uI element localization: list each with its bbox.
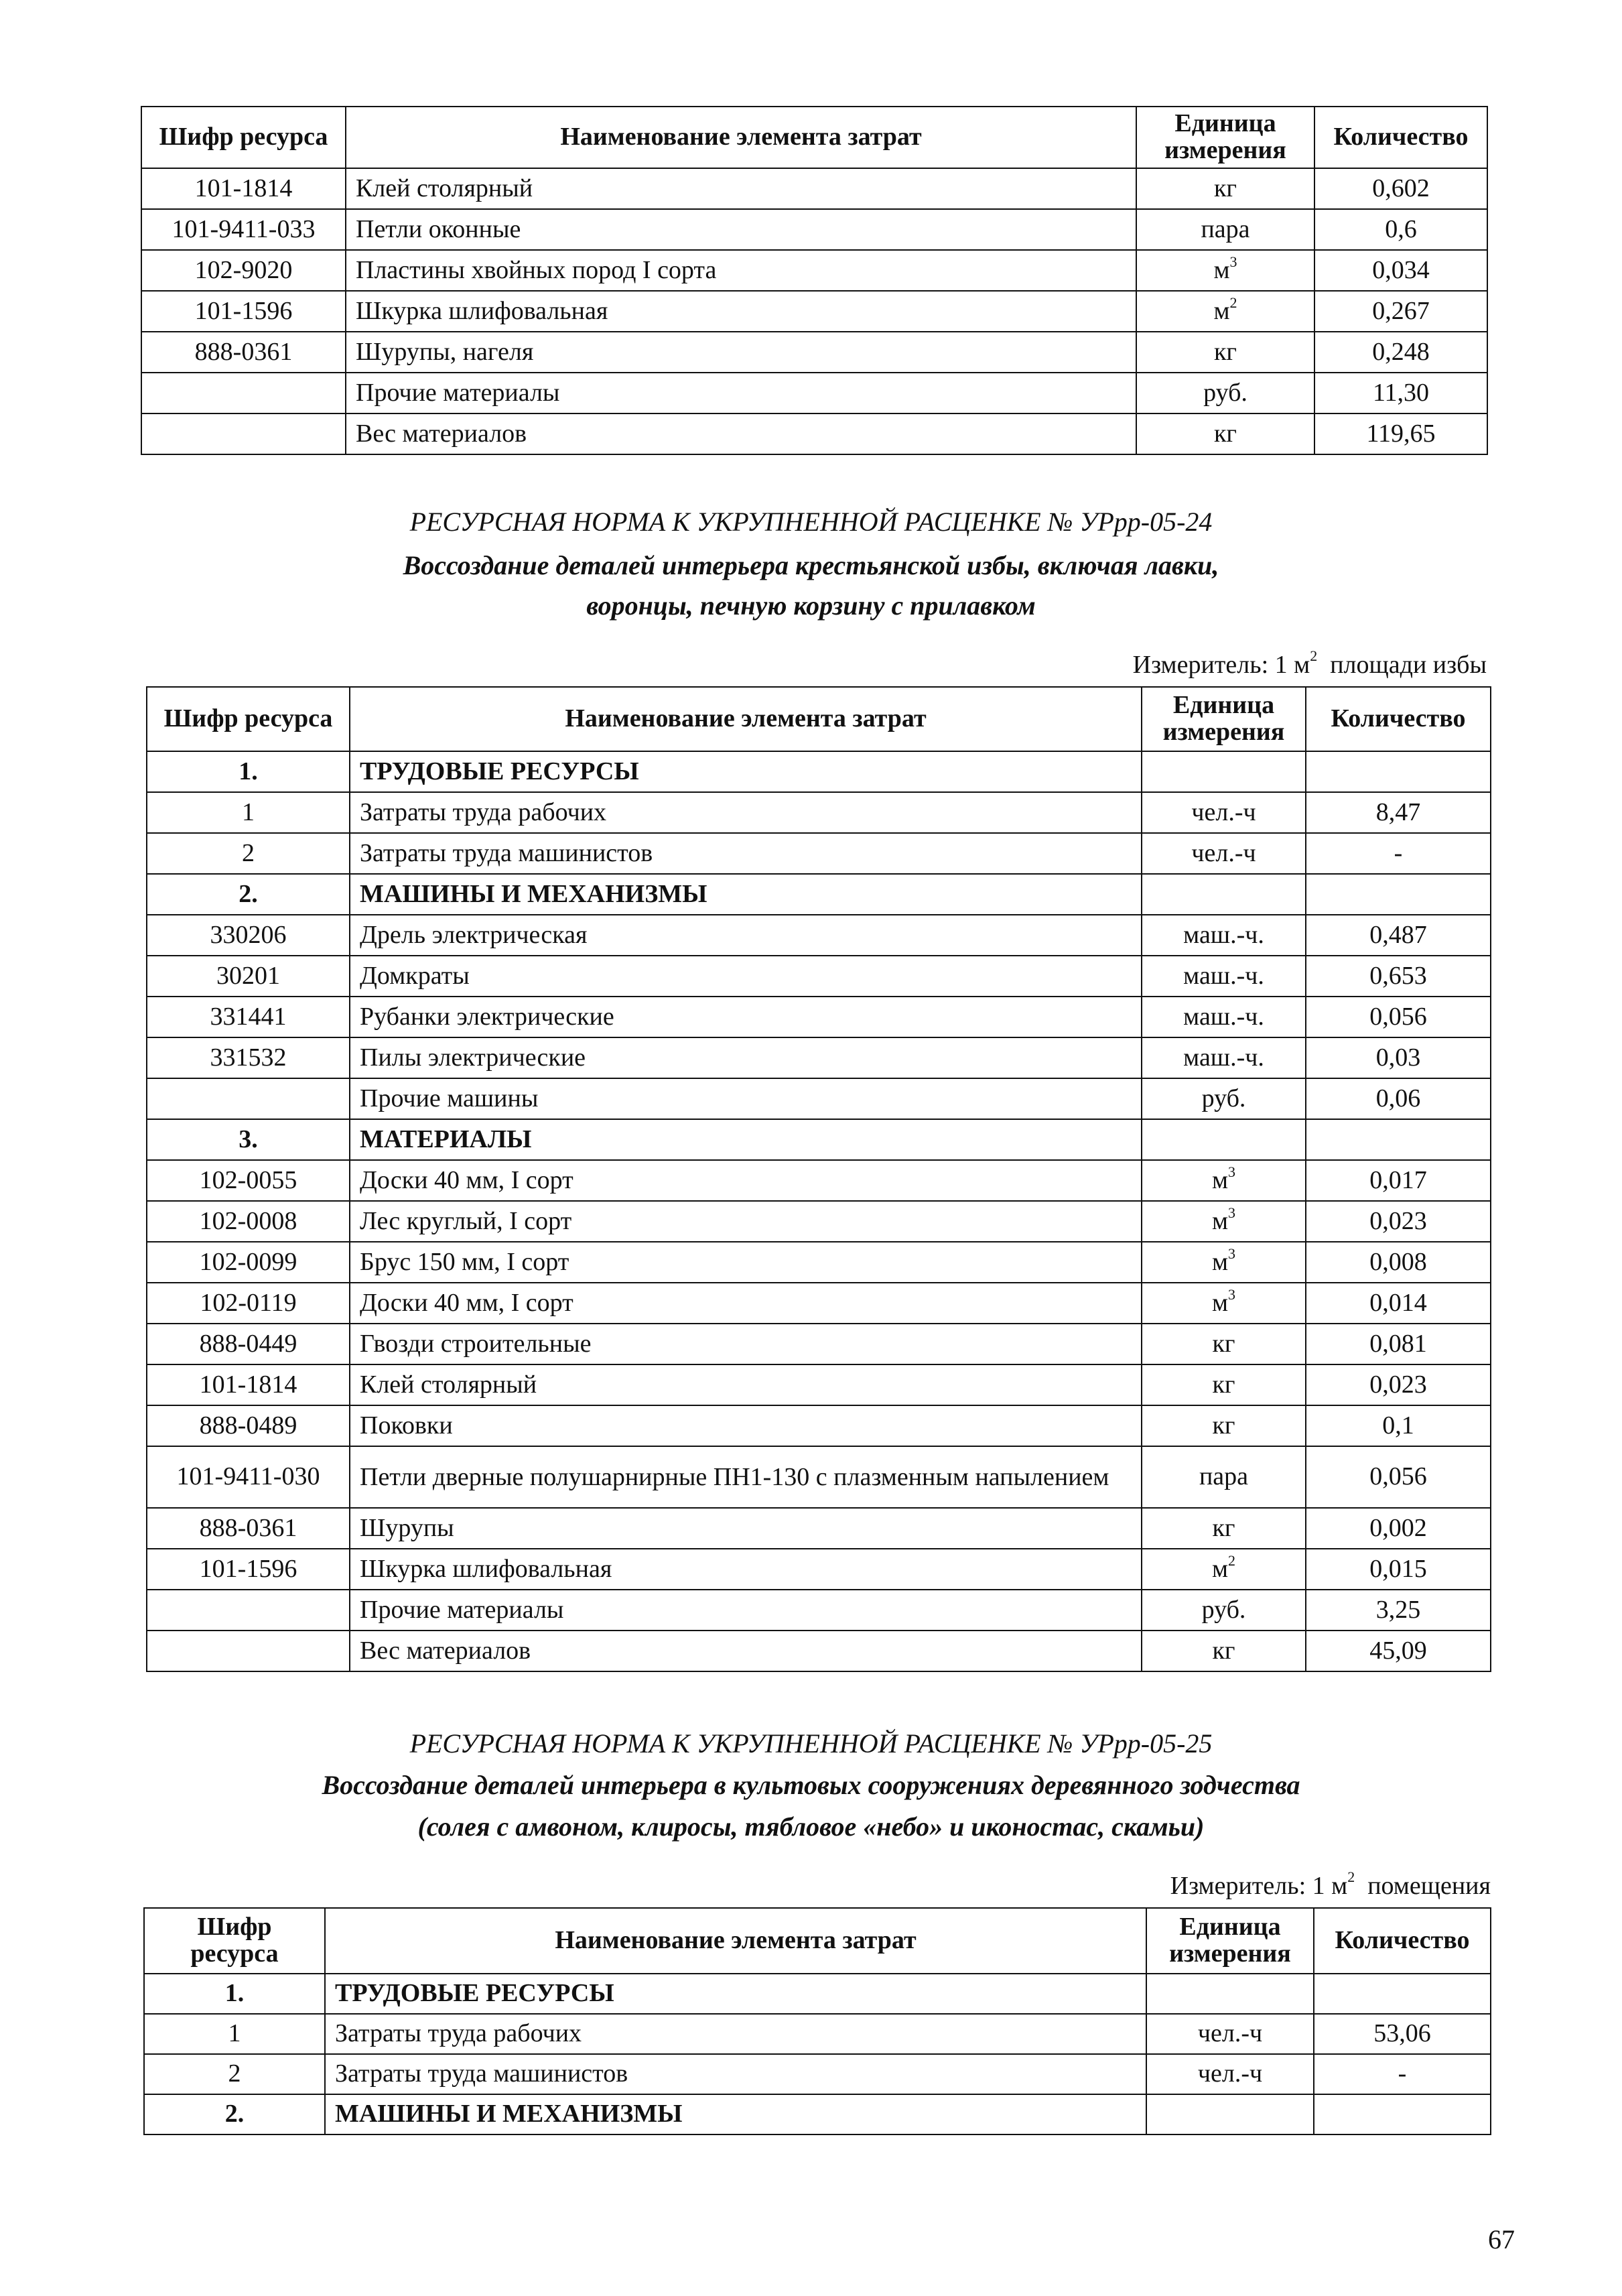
resource-name-cell: Лес круглый, I сорт: [350, 1201, 1142, 1242]
unit-cell: чел.-ч: [1146, 2054, 1314, 2094]
resource-name-cell: Затраты труда машинистов: [350, 833, 1142, 874]
unit-cell: маш.-ч.: [1142, 915, 1306, 956]
resource-name-cell: Клей столярный: [350, 1364, 1142, 1405]
table-row: [141, 168, 1487, 209]
resource-name-cell: Брус 150 мм, I сорт: [350, 1242, 1142, 1283]
unit-cell: чел.-ч: [1142, 792, 1306, 833]
resource-code-cell: [141, 413, 346, 454]
table-row: [141, 209, 1487, 250]
unit-cell: кг: [1136, 168, 1314, 209]
quantity-cell: 11,30: [1314, 373, 1487, 413]
unit-cell: маш.-ч.: [1142, 997, 1306, 1037]
resource-code-cell: 1: [144, 2014, 325, 2054]
resource-name-cell: Домкраты: [350, 956, 1142, 997]
unit-superscript: 2: [1228, 1551, 1236, 1569]
unit-text: м: [1213, 255, 1230, 284]
table-row: [147, 1078, 1491, 1119]
quantity-cell: 0,017: [1306, 1160, 1491, 1201]
table-row: [144, 2014, 1491, 2054]
resource-name-cell: Затраты труда рабочих: [350, 792, 1142, 833]
resource-code-cell: 101-1814: [147, 1364, 350, 1405]
resource-name-cell: МАШИНЫ И МЕХАНИЗМЫ: [325, 2094, 1146, 2134]
quantity-cell: 0,023: [1306, 1201, 1491, 1242]
section-row: [144, 1974, 1491, 2014]
table-row: [147, 915, 1491, 956]
resource-code-cell: 2.: [147, 874, 350, 915]
quantity-cell: [1306, 874, 1491, 915]
resource-code-cell: 3.: [147, 1119, 350, 1160]
unit-text: м: [1211, 1554, 1229, 1583]
table-header-row: [141, 107, 1487, 168]
meter-suffix: помещения: [1367, 1872, 1491, 1900]
resource-code-cell: 1.: [147, 751, 350, 792]
unit-cell: [1142, 1119, 1306, 1160]
table-row: [147, 1446, 1491, 1508]
quantity-cell: 0,056: [1306, 1446, 1491, 1508]
resource-name-cell: Дрель электрическая: [350, 915, 1142, 956]
resource-name-cell: Гвозди строительные: [350, 1324, 1142, 1364]
table-row: [147, 792, 1491, 833]
unit-cell: [1136, 291, 1314, 332]
resource-name-cell: Пилы электрические: [350, 1037, 1142, 1078]
unit-cell: [1136, 250, 1314, 291]
resource-code-cell: 101-1596: [147, 1549, 350, 1590]
quantity-cell: 0,487: [1306, 915, 1491, 956]
page-number: 67: [1488, 2224, 1515, 2254]
unit-superscript: 2: [1229, 294, 1237, 311]
table-header-row: [144, 1908, 1491, 1974]
table-row: [141, 413, 1487, 454]
resource-code-cell: 101-9411-030: [147, 1446, 350, 1508]
quantity-cell: 119,65: [1314, 413, 1487, 454]
header-name: Наименование элемента затрат: [325, 1908, 1146, 1974]
header-name: Наименование элемента затрат: [346, 107, 1136, 168]
resource-code-cell: 2: [144, 2054, 325, 2094]
resource-code-cell: 101-1814: [141, 168, 346, 209]
table-row: [147, 956, 1491, 997]
unit-text: м: [1211, 1165, 1229, 1194]
unit-superscript: 3: [1228, 1245, 1236, 1262]
table-row: [141, 291, 1487, 332]
quantity-cell: 53,06: [1314, 2014, 1491, 2054]
resource-name-cell: Шкурка шлифовальная: [350, 1549, 1142, 1590]
quantity-cell: [1306, 751, 1491, 792]
header-code: Шифр ресурса: [141, 107, 346, 168]
resource-code-cell: 331441: [147, 997, 350, 1037]
quantity-cell: 0,602: [1314, 168, 1487, 209]
quantity-cell: 0,014: [1306, 1283, 1491, 1324]
resource-name-cell: Прочие материалы: [350, 1590, 1142, 1631]
quantity-cell: 0,034: [1314, 250, 1487, 291]
table-row: [147, 1283, 1491, 1324]
meter-suffix: площади избы: [1330, 651, 1487, 679]
unit-cell: [1142, 1549, 1306, 1590]
table-header-row: [147, 687, 1491, 751]
unit-cell: чел.-ч: [1146, 2014, 1314, 2054]
resource-name-cell: Доски 40 мм, I сорт: [350, 1283, 1142, 1324]
quantity-cell: 0,081: [1306, 1324, 1491, 1364]
resource-name-cell: Затраты труда машинистов: [325, 2054, 1146, 2094]
norm-25-description-line1: Воссоздание деталей интерьера в культовых сооружениях деревянного зодчества: [322, 1770, 1300, 1800]
quantity-cell: -: [1314, 2054, 1491, 2094]
unit-cell: руб.: [1136, 373, 1314, 413]
unit-superscript: 3: [1229, 253, 1237, 270]
section-row: [144, 2094, 1491, 2134]
resource-name-cell: Доски 40 мм, I сорт: [350, 1160, 1142, 1201]
quantity-cell: 0,653: [1306, 956, 1491, 997]
resource-name-cell: МАТЕРИАЛЫ: [350, 1119, 1142, 1160]
quantity-cell: 8,47: [1306, 792, 1491, 833]
norm-25-description-line2: (солея с амвоном, клиросы, тябловое «небо» и иконостас, скамьи): [417, 1811, 1205, 1842]
resource-code-cell: 888-0361: [141, 332, 346, 373]
header-qty: Количество: [1314, 1908, 1491, 1974]
table-row: [147, 1037, 1491, 1078]
meter-prefix: Измеритель: 1 м: [1132, 651, 1310, 679]
quantity-cell: 0,002: [1306, 1508, 1491, 1549]
resource-code-cell: 30201: [147, 956, 350, 997]
unit-cell: кг: [1142, 1631, 1306, 1671]
quantity-cell: 0,267: [1314, 291, 1487, 332]
table-row: [147, 1324, 1491, 1364]
meter-superscript: 2: [1310, 647, 1318, 664]
unit-cell: кг: [1136, 332, 1314, 373]
resource-code-cell: 888-0449: [147, 1324, 350, 1364]
unit-cell: кг: [1142, 1405, 1306, 1446]
resource-code-cell: 888-0361: [147, 1508, 350, 1549]
unit-superscript: 3: [1228, 1204, 1236, 1221]
section-row: [147, 1119, 1491, 1160]
resource-code-cell: 888-0489: [147, 1405, 350, 1446]
resource-name-cell: Шкурка шлифовальная: [346, 291, 1136, 332]
resource-name-cell: Вес материалов: [346, 413, 1136, 454]
unit-superscript: 3: [1228, 1285, 1236, 1303]
resource-name-cell: Прочие машины: [350, 1078, 1142, 1119]
resource-code-cell: 330206: [147, 915, 350, 956]
resource-code-cell: 1: [147, 792, 350, 833]
header-unit: Единица измерения: [1142, 687, 1306, 751]
resource-code-cell: 102-0008: [147, 1201, 350, 1242]
unit-cell: кг: [1136, 413, 1314, 454]
resource-name-cell: Шурупы: [350, 1508, 1142, 1549]
resource-code-cell: [147, 1590, 350, 1631]
quantity-cell: 0,008: [1306, 1242, 1491, 1283]
norm-24-table: [146, 686, 1491, 1672]
resource-name-cell: Клей столярный: [346, 168, 1136, 209]
unit-cell: [1142, 1160, 1306, 1201]
quantity-cell: 0,015: [1306, 1549, 1491, 1590]
resource-code-cell: [141, 373, 346, 413]
table-row: [147, 1631, 1491, 1671]
norm-24-description-line2: воронцы, печную корзину с прилавком: [586, 590, 1036, 621]
quantity-cell: -: [1306, 833, 1491, 874]
section-row: [147, 874, 1491, 915]
resource-name-cell: МАШИНЫ И МЕХАНИЗМЫ: [350, 874, 1142, 915]
resource-code-cell: 101-1596: [141, 291, 346, 332]
quantity-cell: [1306, 1119, 1491, 1160]
quantity-cell: 45,09: [1306, 1631, 1491, 1671]
header-code: Шифр ресурса: [144, 1908, 325, 1974]
norm-24-title: РЕСУРСНАЯ НОРМА К УКРУПНЕННОЙ РАСЦЕНКЕ № УРрр-05-24: [409, 507, 1213, 537]
resource-code-cell: 2: [147, 833, 350, 874]
quantity-cell: 0,023: [1306, 1364, 1491, 1405]
resource-name-cell: Поковки: [350, 1405, 1142, 1446]
unit-cell: кг: [1142, 1508, 1306, 1549]
resource-code-cell: 101-9411-033: [141, 209, 346, 250]
resource-code-cell: [147, 1078, 350, 1119]
resource-name-cell: Шурупы, нагеля: [346, 332, 1136, 373]
quantity-cell: 0,056: [1306, 997, 1491, 1037]
resource-code-cell: 331532: [147, 1037, 350, 1078]
quantity-cell: 0,6: [1314, 209, 1487, 250]
resource-name-cell: Прочие материалы: [346, 373, 1136, 413]
unit-text: м: [1211, 1206, 1229, 1235]
table-row: [147, 1242, 1491, 1283]
section-row: [147, 751, 1491, 792]
table-row: [147, 1549, 1491, 1590]
norm-25-meter: [1170, 1868, 1491, 1901]
resource-code-cell: 102-0055: [147, 1160, 350, 1201]
resource-name-cell: ТРУДОВЫЕ РЕСУРСЫ: [350, 751, 1142, 792]
meter-prefix: Измеритель: 1 м: [1170, 1872, 1348, 1900]
quantity-cell: [1314, 2094, 1491, 2134]
header-unit: Единица измерения: [1136, 107, 1314, 168]
norm-24-description-line1: Воссоздание деталей интерьера крестьянской избы, включая лавки,: [403, 550, 1219, 580]
unit-cell: маш.-ч.: [1142, 1037, 1306, 1078]
resource-name-cell: Петли оконные: [346, 209, 1136, 250]
unit-cell: пара: [1136, 209, 1314, 250]
table-row: [147, 1590, 1491, 1631]
table-row: [147, 997, 1491, 1037]
resource-code-cell: 102-0099: [147, 1242, 350, 1283]
unit-cell: руб.: [1142, 1590, 1306, 1631]
quantity-cell: 0,248: [1314, 332, 1487, 373]
norm-24-meter: [1132, 647, 1487, 680]
table-row: [147, 1201, 1491, 1242]
resource-name-cell: ТРУДОВЫЕ РЕСУРСЫ: [325, 1974, 1146, 2014]
quantity-cell: 0,06: [1306, 1078, 1491, 1119]
resource-code-cell: [147, 1631, 350, 1671]
quantity-cell: 3,25: [1306, 1590, 1491, 1631]
meter-superscript: 2: [1347, 1868, 1355, 1885]
resource-code-cell: 2.: [144, 2094, 325, 2134]
header-name: Наименование элемента затрат: [350, 687, 1142, 751]
unit-cell: [1142, 1201, 1306, 1242]
resource-code-cell: 102-0119: [147, 1283, 350, 1324]
table-row: [144, 2054, 1491, 2094]
table-row: [141, 250, 1487, 291]
resource-name-cell: Петли дверные полушарнирные ПН1-130 с плазменным напылением: [350, 1446, 1142, 1508]
resource-code-cell: 1.: [144, 1974, 325, 2014]
table-row: [141, 373, 1487, 413]
unit-cell: пара: [1142, 1446, 1306, 1508]
unit-cell: [1146, 2094, 1314, 2134]
unit-cell: [1142, 874, 1306, 915]
materials-table-continued: [141, 106, 1488, 455]
header-unit: Единица измерения: [1146, 1908, 1314, 1974]
unit-cell: кг: [1142, 1324, 1306, 1364]
unit-text: м: [1213, 296, 1230, 325]
unit-cell: чел.-ч: [1142, 833, 1306, 874]
unit-cell: маш.-ч.: [1142, 956, 1306, 997]
unit-text: м: [1211, 1288, 1229, 1317]
table-row: [141, 332, 1487, 373]
quantity-cell: [1314, 1974, 1491, 2014]
table-row: [147, 1364, 1491, 1405]
unit-cell: кг: [1142, 1364, 1306, 1405]
header-code: Шифр ресурса: [147, 687, 350, 751]
unit-cell: руб.: [1142, 1078, 1306, 1119]
resource-name-cell: Рубанки электрические: [350, 997, 1142, 1037]
unit-text: м: [1211, 1247, 1229, 1276]
table-row: [147, 1160, 1491, 1201]
unit-cell: [1142, 1242, 1306, 1283]
unit-superscript: 3: [1228, 1163, 1236, 1180]
unit-cell: [1142, 751, 1306, 792]
table-row: [147, 833, 1491, 874]
quantity-cell: 0,1: [1306, 1405, 1491, 1446]
resource-name-cell: Затраты труда рабочих: [325, 2014, 1146, 2054]
table-row: [147, 1405, 1491, 1446]
norm-25-title: РЕСУРСНАЯ НОРМА К УКРУПНЕННОЙ РАСЦЕНКЕ № УРрр-05-25: [409, 1728, 1213, 1759]
unit-cell: [1142, 1283, 1306, 1324]
header-qty: Количество: [1314, 107, 1487, 168]
resource-name-cell: Вес материалов: [350, 1631, 1142, 1671]
unit-cell: [1146, 1974, 1314, 2014]
norm-25-table: [143, 1907, 1491, 2135]
quantity-cell: 0,03: [1306, 1037, 1491, 1078]
header-qty: Количество: [1306, 687, 1491, 751]
table-row: [147, 1508, 1491, 1549]
resource-name-cell: Пластины хвойных пород I сорта: [346, 250, 1136, 291]
resource-code-cell: 102-9020: [141, 250, 346, 291]
